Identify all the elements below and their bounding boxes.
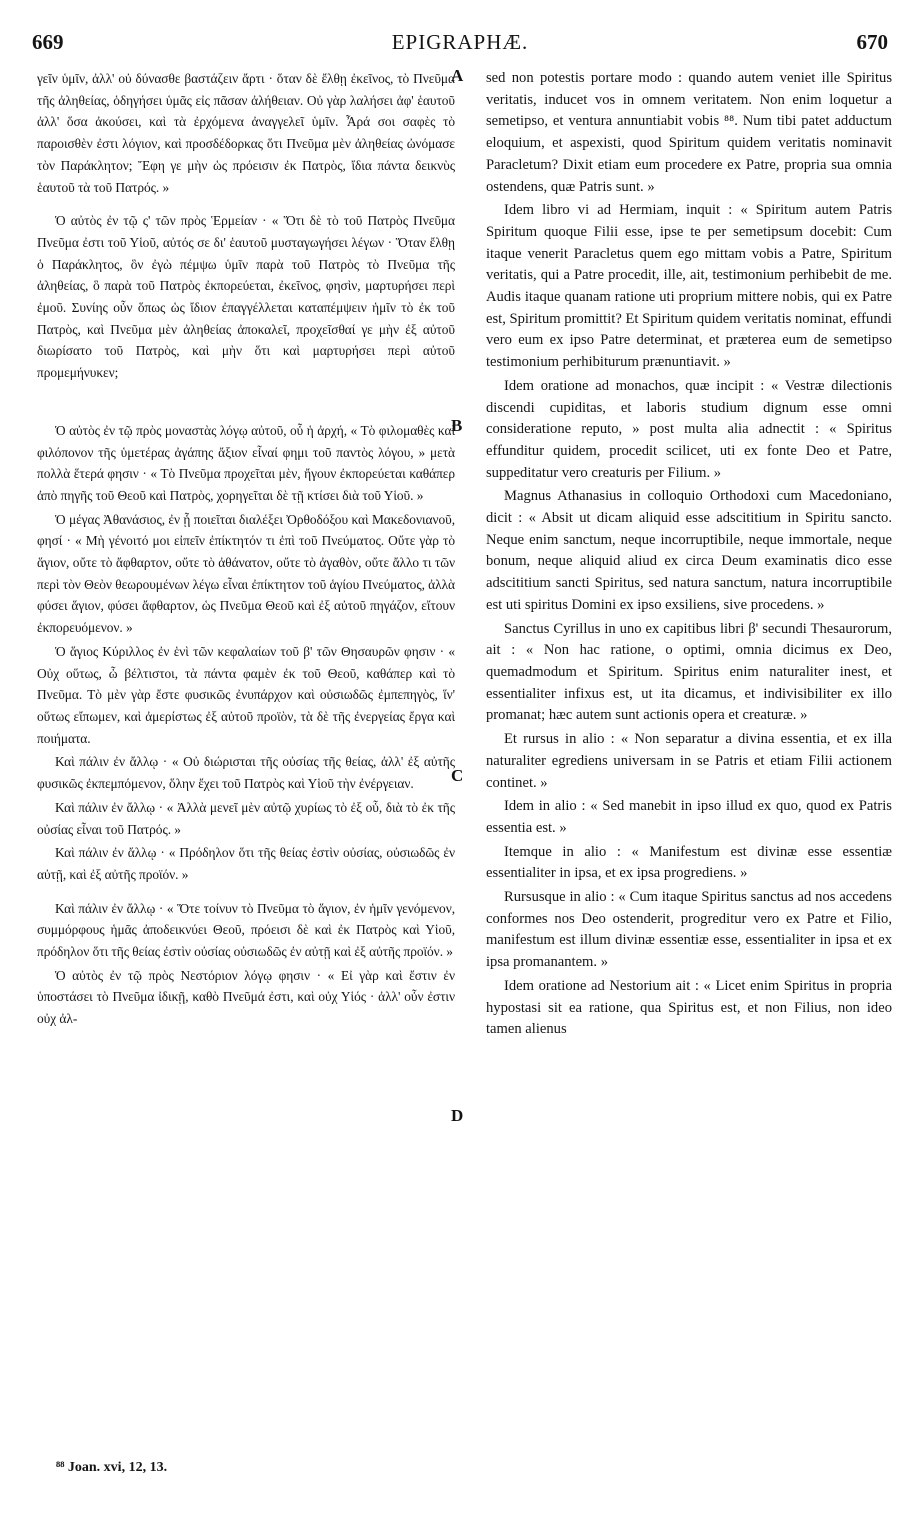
greek-paragraph: Ὁ ἅγιος Κύριλλος ἐν ἑνὶ τῶν κεφαλαίων τοῦ β' τῶν Θησαυρῶν φησιν · « Οὐχ οὕτως, ὦ βέλτιστοι, τὰ πάντα φαμὲν ἐκ τοῦ Θεοῦ, καθάπερ καὶ τὸ Πνεῦμα. Τὸ μὲν γὰρ ἔστε φυσικῶς ἐνυπάρχον καὶ οὐσιωδῶς ἐμπεπηγὸς, ἵν' οὕτως εἴπωμεν, καὶ ἀμερίστως ἐξ αὐτοῦ προϊὸν, τὰ δὲ τῆς ἐνεργείας ἔργα καὶ ποιήματα. bbox=[37, 643, 455, 746]
running-title: EPIGRAPHÆ. bbox=[391, 30, 529, 54]
latin-paragraph: Idem oratione ad monachos, quæ incipit : « Vestræ dilectionis discendi cupiditas, et laboris studium dignum esse omni consideratione reputo, » post multa alia adnectit : « Spiritus effunditur quidem, procedit scilicet, uti ex fonte Deo et Patre, suppeditatur vero creaturis per Filium. » bbox=[486, 377, 892, 481]
latin-paragraph: Et rursus in alio : « Non separatur a divina essentia, et ex illa naturaliter egrediens universam in se Patris et etiam Filii actionem continet. » bbox=[486, 731, 892, 791]
latin-paragraph: Itemque in alio : « Manifestum est divinæ esse essentiæ essentialiter in ipsa, et ex ipsa progrediens. » bbox=[486, 843, 892, 882]
greek-paragraph: Ὁ αὐτὸς ἐν τῷ πρὸς μοναστὰς λόγῳ αὐτοῦ, οὗ ἡ ἀρχή, « Τὸ φιλομαθὲς καὶ φιλόπονον τῆς ὑμετέρας ἀγάπης ἄξιον εἶναί φημι τοῦ παντὸς λόγου, » μετὰ πολλὰ ἕτερά φησιν · « Τὸ Πνεῦμα προχεῖται μὲν, ἤγουν ἐκπορεύεται καθάπερ ἀπὸ πηγῆς τοῦ Θεοῦ καὶ Πατρὸς, χορηγεῖται δὲ τῇ κτίσει διὰ τοῦ Υἱοῦ. » bbox=[37, 422, 455, 503]
greek-paragraph: γεῖν ὑμῖν, ἀλλ' οὐ δύνασθε βαστάζειν ἄρτι · ὅταν δὲ ἔλθῃ ἐκεῖνος, τὸ Πνεῦμα τῆς ἀληθείας, ὁδηγήσει ὑμᾶς εἰς πᾶσαν ἀλήθειαν. Οὐ γὰρ λαλήσει ἀφ' ἑαυτοῦ ἀλλ' ὅσα ἀκούσει, καὶ τὰ ἐρχόμενα ἀναγγελεῖ ὑμῖν. Ἆρά σοι σαφὲς τὸ παροισθὲν ἐστι λόγιον, καὶ προσδέδορκας ὅτι Πνεῦμα μὲν ἀληθείας ὠνόμασε τὸν Παράκλητον; Ἔφη γε μὴν ὡς πρόεισιν ἐκ Πατρὸς, ἴδια πάντα δεικνὺς ἑαυτοῦ τὰ τοῦ Πατρός. » bbox=[37, 71, 455, 195]
latin-paragraph: Idem oratione ad Nestorium ait : « Licet enim Spiritus in propria hypostasi sit ea ratione, qua Spiritus est, et non Filius, non ideo tamen alienus bbox=[486, 977, 892, 1038]
footnote: ⁸⁸ Joan. xvi, 12, 13. bbox=[56, 1460, 168, 1475]
greek-paragraph: Καὶ πάλιν ἐν ἄλλῳ · « Οὐ διώρισται τῆς οὐσίας τῆς θείας, ἀλλ' ἐξ αὐτῆς φυσικῶς ἐκπεμπόμενον, ὅλην ἔχει τοῦ Πατρὸς καὶ Υἱοῦ τὴν ἐνέργειαν. bbox=[37, 754, 455, 792]
section-marker-d: D bbox=[451, 1106, 464, 1125]
latin-paragraph: Rursusque in alio : « Cum itaque Spiritus sanctus ad nos accedens conformes nos Deo ostenderit, progreditur vero ex Patre et Filio, manifestum est illum divinæ essentiæ esse, essentialiter in ipsa et ex ipsa promanantem. » bbox=[486, 889, 892, 971]
page-number-left: 669 bbox=[32, 30, 64, 54]
greek-paragraph: Ὁ αὐτὸς ἐν τῷ ς' τῶν πρὸς Ἑρμείαν · « Ὅτι δὲ τὸ τοῦ Πατρὸς Πνεῦμα Πνεῦμα ἐστι τοῦ Υἱοῦ, αὐτός σε δι' ἑαυτοῦ μυσταγωγήσει λέγων · Ὅταν ἔλθῃ ὁ Παράκλητος, ὃν ἐγὼ πέμψω ὑμῖν παρὰ τοῦ Πατρὸς τὸ Πνεῦμα τῆς ἀληθείας, ὃ παρὰ τοῦ Πατρὸς ἐκπορεύεται, ἐκεῖνος, φησὶν, μαρτυρήσει περὶ ἐμοῦ. Συνίης οὖν ὅπως ὡς ἴδιον ἐπαγγέλλεται καταπέμψειν ἡμῖν τὸ ἐκ τοῦ Πατρὸς, καὶ Πνεῦμα μὲν ἀληθείας ἀποκαλεῖ, προχεῖσθαί γε μὴν ἐξ αὐτοῦ διωρίσατο τοῦ Πατρὸς, καὶ μὴν ὅτι καὶ μαρτυρήσει περὶ αὐτοῦ προμεμήνυκεν; bbox=[37, 213, 455, 381]
greek-column bbox=[37, 68, 455, 1042]
latin-paragraph: Sanctus Cyrillus in uno ex capitibus libri β' secundi Thesaurorum, ait : « Non hac ratione, o optimi, omnia dicimus ex Deo, quemadmodum et Spiritum. Spiritus enim naturaliter inest, et essentialiter infixus est, ut ita dicamus, et indivisibiliter ex illo promanat; hæc autem sunt actionis opera et creaturæ. » bbox=[486, 620, 892, 724]
latin-paragraph: Idem in alio : « Sed manebit in ipso illud ex quo, quod ex Patris essentia est. » bbox=[486, 798, 892, 836]
greek-paragraph: Καὶ πάλιν ἐν ἄλλῳ · « Ὅτε τοίνυν τὸ Πνεῦμα τὸ ἅγιον, ἐν ἡμῖν γενόμενον, συμμόρφους ἡμᾶς ἀποδεικνύει Θεοῦ, πρόεισι δὲ καὶ ἐκ Πατρὸς καὶ Υἱοῦ, πρόδηλον ὅτι τῆς θείας ἐστὶν οὐσίας οὐσιωδῶς ἐν αὐτῇ καὶ ἐξ αὐτῆς προϊόν. » bbox=[37, 900, 455, 960]
section-marker-a: A bbox=[451, 66, 464, 85]
greek-paragraph: Καὶ πάλιν ἐν ἄλλῳ · « Πρόδηλον ὅτι τῆς θείας ἐστὶν οὐσίας, οὐσιωδῶς ἐν αὐτῇ, καὶ ἐξ αὐτῆς προϊόν. » bbox=[37, 845, 455, 882]
latin-paragraph: Magnus Athanasius in colloquio Orthodoxi cum Macedoniano, dicit : « Absit ut dicam aliquid esse adscititium in Spiritu sancto. Neque enim sanctum, neque incorruptibile, neque immortale, neque bonum, neque aliquid aliud ex circa Deum examinatis dico esse adscititium sancti Spiritus, sed natura sanctum, natura incorruptibile est uti spiritus Domini ex ipso exsiliens, sive procedens. » bbox=[486, 488, 892, 613]
greek-paragraph: Ὁ αὐτὸς ἐν τῷ πρὸς Νεστόριον λόγῳ φησιν · « Εἰ γὰρ καὶ ἔστιν ἐν ὑποστάσει τὸ Πνεῦμα ἰδικῇ, καθὸ Πνεῦμά ἐστι, καὶ οὐχ Υἱός · ἀλλ' οὖν ἐστιν οὐχ ἀλ- bbox=[37, 967, 455, 1027]
latin-paragraph: Idem libro vi ad Hermiam, inquit : « Spiritum autem Patris Spiritum quoque Filii esse, ipse te per semetipsum docebit: Cum itaque venerit Paracletus quem ego mittam vobis a Patre, Spiritum veritatis, qui a Patre procedit, ille, ait, testimonium perhibebit de me. Audis itaque quanam ratione uti proprium mittere nobis, qui ex Patre est, Spiritum promittit? Et Spiritum quidem veritatis nominat, effundi vero eum ex ipso Patre determinat, et præterea eum de semetipso testimonium perhibiturum prænuntiavit. » bbox=[486, 202, 892, 371]
section-marker-b: B bbox=[451, 416, 463, 435]
greek-paragraph: Καὶ πάλιν ἐν ἄλλῳ · « Ἀλλὰ μενεῖ μὲν αὐτῷ χυρίως τὸ ἐξ οὗ, διὰ τὸ ἐκ τῆς οὐσίας εἶναι τοῦ Πατρός. » bbox=[37, 799, 455, 837]
page-header bbox=[32, 30, 888, 60]
latin-paragraph: sed non potestis portare modo : quando autem veniet ille Spiritus veritatis, inducet vos in omnem veritatem. Non enim loquetur a semetipso, et ventura annuntiabit vobis ⁸⁸. Num tibi patet adductum eloquium, et aspexisti, quod Spiritum quidem veritatis nominavit Paracletum? Dixit etiam eum procedere ex Patre, propria sua omnia ostendens, quæ Patris sunt. » bbox=[486, 70, 892, 195]
latin-column bbox=[486, 68, 892, 1053]
section-marker-c: C bbox=[451, 766, 464, 785]
page-number-right: 670 bbox=[856, 30, 888, 54]
greek-paragraph: Ὁ μέγας Ἀθανάσιος, ἐν ᾗ ποιεῖται διαλέξει Ὀρθοδόξου καὶ Μακεδονιανοῦ, φησί · « Μὴ γένοιτό μοι εἰπεῖν ἐπίκτητόν τι ἐπὶ τοῦ Πνεύματος. Οὔτε γὰρ τὸ ἅγιον, οὔτε τὸ ἄφθαρτον, οὔτε τὸ ἀθάνατον, οὔτε τὸ ἀγαθὸν, οὔτε ἄλλο τι τῶν περὶ τὸν Θεὸν θεωρουμένων λέγω εἶναι ἐπίκτητον τοῦ ἁγίου Πνεύματος, ἀλλὰ φύσει ἅγιον, φύσει ἄφθαρτον, ὡς Πνεῦμα Θεοῦ καὶ ἐξ αὐτοῦ πηγάζον, εἴτουν ἐκπορευόμενον. » bbox=[37, 511, 455, 636]
